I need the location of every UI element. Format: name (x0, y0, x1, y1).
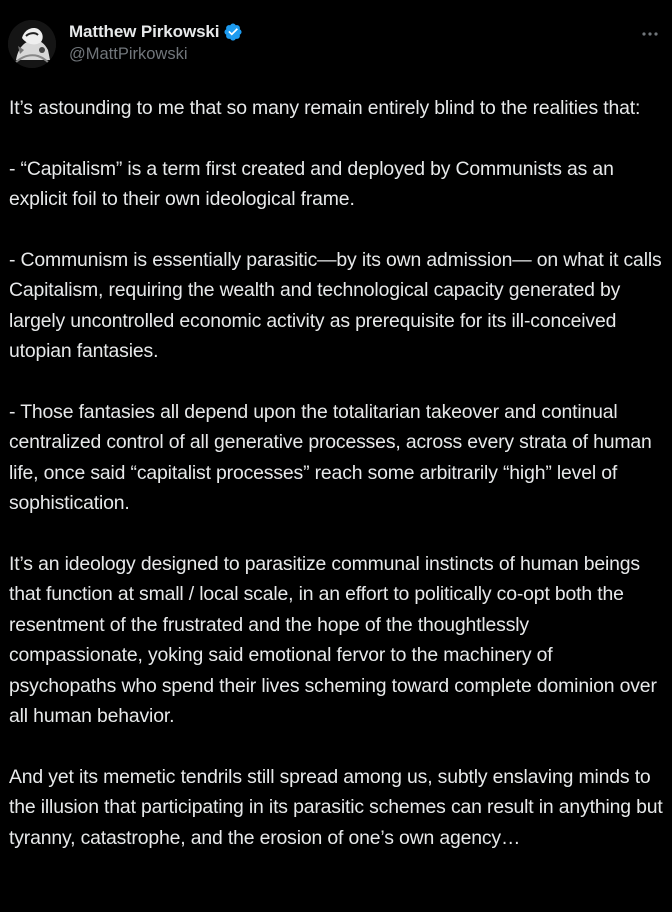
author-handle[interactable]: @MattPirkowski (69, 45, 188, 63)
avatar[interactable] (8, 20, 56, 68)
author-display-name[interactable]: Matthew Pirkowski (69, 22, 220, 41)
author-info (69, 20, 243, 64)
tweet-text (9, 93, 664, 883)
verified-badge-icon[interactable] (223, 22, 243, 42)
name-row (69, 20, 243, 44)
tweet-paragraph-6: And yet its memetic tendrils still spread among us, subtly enslaving minds to the illusion that participating in its parasitic schemes can result in anything but tyranny, catastrophe, and the erosion of one’s own agency… (9, 765, 663, 849)
tweet-paragraph-4: - Those fantasies all depend upon the totalitarian takeover and continual centralized control of all generative processes, across every strata of human life, once said “capitalist processes” reach some arbitrarily “high” level of sophistication. (9, 401, 652, 515)
tweet-paragraph-1: It’s astounding to me that so many remain entirely blind to the realities that: (9, 97, 641, 119)
tweet-header (8, 20, 664, 72)
tweet-paragraph-3: - Communism is essentially parasitic—by its own admission— on what it calls Capitalism, requiring the wealth and technological capacity generated by largely uncontrolled economic activity as prerequisite for its ill-conceived utopian fantasies. (9, 249, 662, 363)
tweet-paragraph-2: - “Capitalism” is a term first created and deployed by Communists as an explicit foil to their own ideological frame. (9, 157, 614, 211)
more-horizontal-icon[interactable] (638, 24, 662, 44)
avatar-image (8, 20, 56, 68)
tweet-paragraph-5: It’s an ideology designed to parasitize communal instincts of human beings that function at small / local scale, in an effort to politically co-opt both the resentment of the frustrated and the hope of the thoughtlessly compassionate, yoking said emotional fervor to the machinery of psychopaths who spend their lives scheming toward complete dominion over all human behavior. (9, 553, 657, 728)
